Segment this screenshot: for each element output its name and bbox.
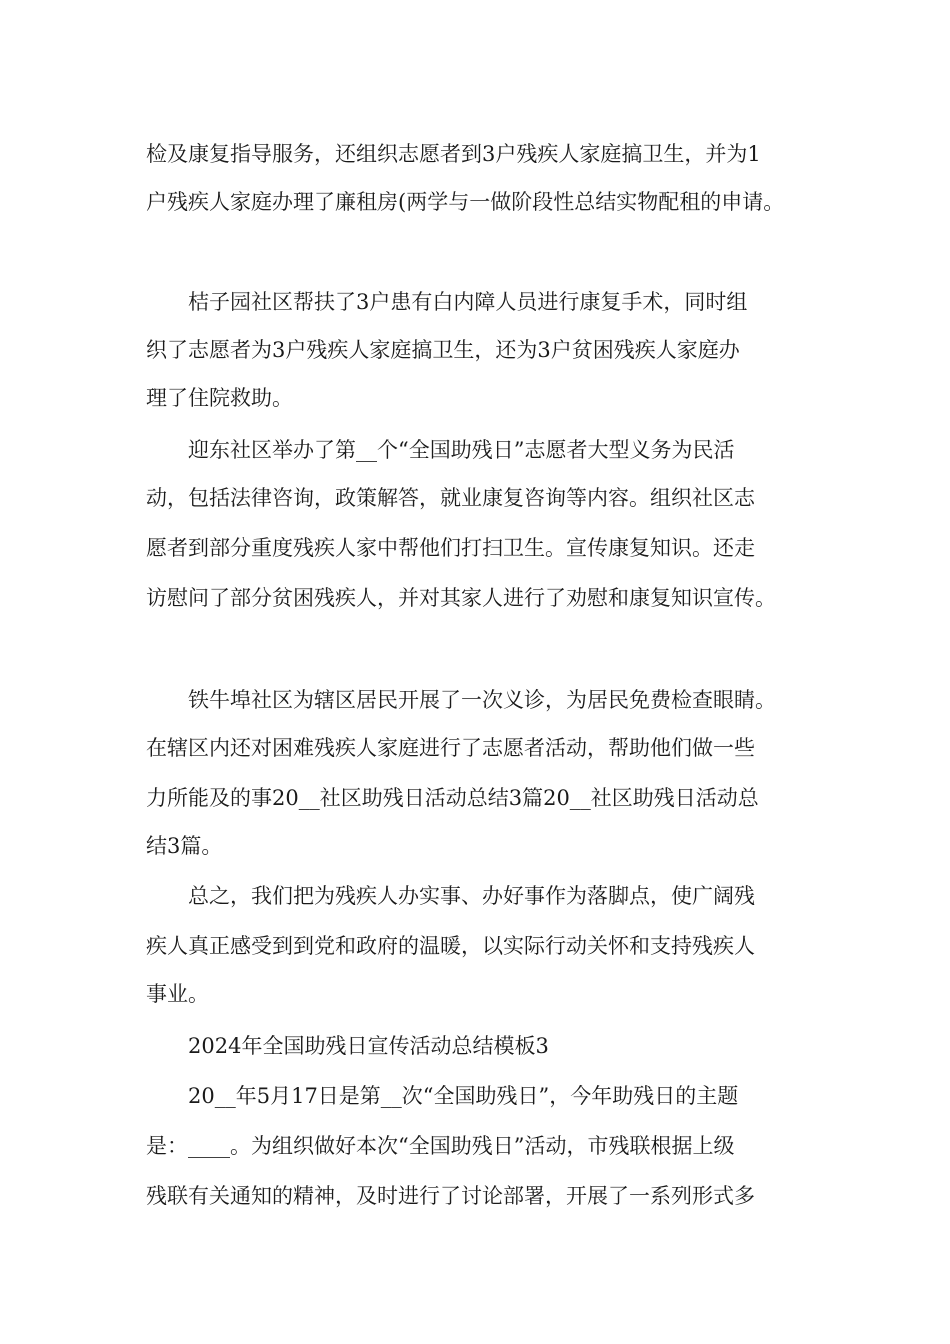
text-line: 动，包括法律咨询，政策解答，就业康复咨询等内容。组织社区志: [146, 486, 755, 510]
paragraph-start-line: 桔子园社区帮扶了3户患有白内障人员进行康复手术，同时组: [188, 290, 748, 314]
text-line: 愿者到部分重度残疾人家中帮他们打扫卫生。宣传康复知识。还走: [146, 536, 755, 560]
text-line: 疾人真正感受到到党和政府的温暖，以实际行动关怀和支持残疾人: [146, 934, 755, 958]
text-line: 织了志愿者为3户残疾人家庭搞卫生，还为3户贫困残疾人家庭办: [146, 338, 740, 362]
text-line: 事业。: [146, 982, 209, 1006]
section-heading: 2024年全国助残日宣传活动总结模板3: [188, 1034, 549, 1058]
text-line: 残联有关通知的精神，及时进行了讨论部署，开展了一系列形式多: [146, 1184, 755, 1208]
text-line: 理了住院救助。: [146, 386, 293, 410]
text-line: 是：____。为组织做好本次“全国助残日”活动，市残联根据上级: [146, 1134, 735, 1158]
paragraph-start-line: 铁牛埠社区为辖区居民开展了一次义诊，为居民免费检查眼睛。: [188, 688, 776, 712]
text-line: 检及康复指导服务，还组织志愿者到3户残疾人家庭搞卫生，并为1: [146, 142, 761, 166]
text-line: 户残疾人家庭办理了廉租房(两学与一做阶段性总结实物配租的申请。: [146, 190, 785, 214]
text-line: 访慰问了部分贫困残疾人，并对其家人进行了劝慰和康复知识宣传。: [146, 586, 776, 610]
text-line: 在辖区内还对困难残疾人家庭进行了志愿者活动，帮助他们做一些: [146, 736, 755, 760]
text-line: 结3篇。: [146, 834, 223, 858]
paragraph-start-line: 迎东社区举办了第__个“全国助残日”志愿者大型义务为民活: [188, 438, 735, 462]
text-line: 力所能及的事20__社区助残日活动总结3篇20__社区助残日活动总: [146, 786, 759, 810]
paragraph-start-line: 总之，我们把为残疾人办实事、办好事作为落脚点，使广阔残: [188, 884, 755, 908]
paragraph-start-line: 20__年5月17日是第__次“全国助残日”，今年助残日的主题: [188, 1084, 739, 1108]
